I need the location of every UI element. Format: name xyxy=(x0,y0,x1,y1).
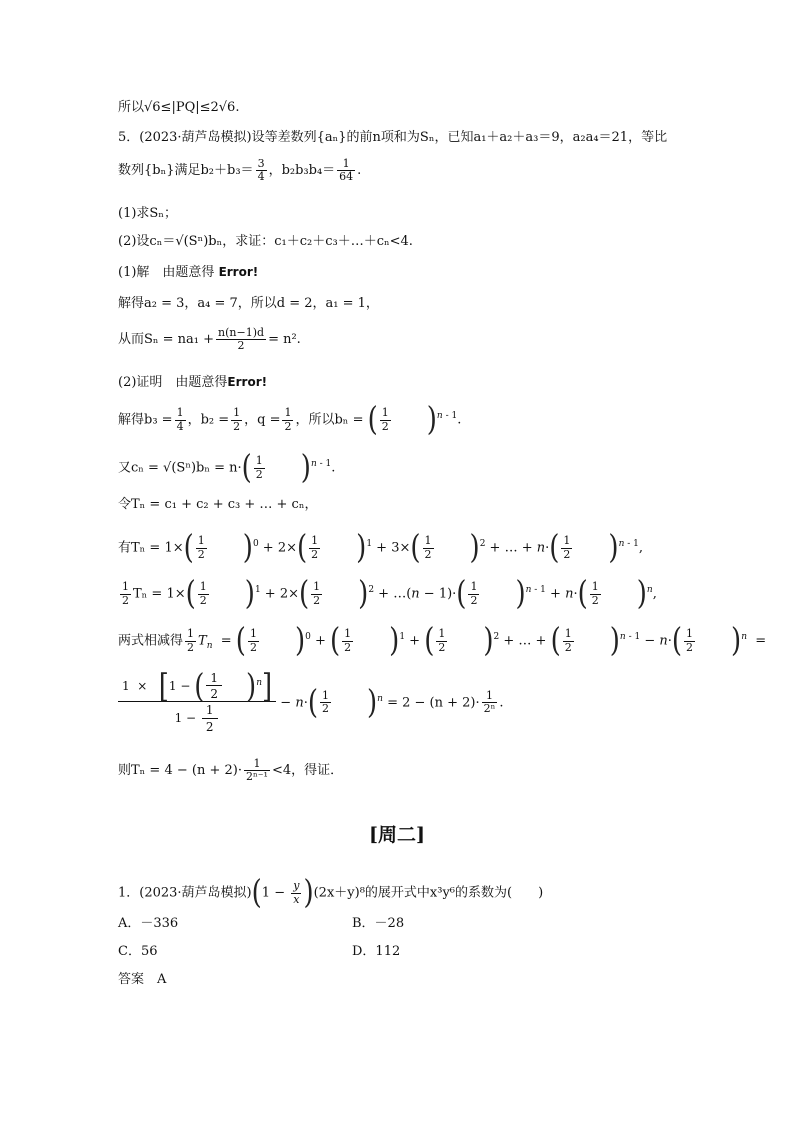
solution-1-head xyxy=(118,265,258,282)
text: ，b₂b₃b₄＝ xyxy=(268,163,336,179)
solution-2-line-5: 有Tₙ = 1×( $\frac{1}{2}$ )$^0$ + 2×( $\frac{1}{2}$ )$^1$ + 3×( $\frac{1}{2}$ )$^2$ + … + n·( $\frac{1}{2}$ )$^n$ $^{- 1}$, xyxy=(118,529,644,567)
solution-2-line-6: $\frac{1}{2}$ Tₙ = 1×( $\frac{1}{2}$ )$^1$ + 2×( $\frac{1}{2}$ )$^2$ + …(n − 1)·( $\frac{1}{2}$ )$^n$ $^{- 1}$ + n·( $\frac{1}{2}$ )$^n$, xyxy=(122,575,657,613)
fraction: $\frac{1}{2}$ xyxy=(233,406,241,433)
text: 有Tₙ = 1× xyxy=(118,540,184,556)
problem-5-condition: 数列{bₙ}满足b₂＋b₃＝ $\frac{3}{4}$ ，b₂b₃b₄＝ $\frac{1}{64}$ . xyxy=(118,157,362,184)
solution-2-head xyxy=(118,375,267,392)
solution-2-line-2: 解得b₃ = $\frac{1}{4}$ ，b₂ = $\frac{1}{2}$ ，q = $\frac{1}{2}$ ，所以bₙ = ( $\frac{1}{2}$ )$^n$ $^{- 1}$. xyxy=(118,401,462,439)
text: 则Tₙ = 4 − (n + 2)· xyxy=(118,763,242,779)
solution-1-line-2: 解得a₂ = 3，a₄ = 7，所以d = 2，a₁ = 1， xyxy=(118,296,379,311)
text: (2)证明 由题意得 xyxy=(118,375,228,390)
answer: 答案 A xyxy=(118,972,167,987)
question-2: (2)设cₙ＝√(Sⁿ)bₙ，求证：c₁＋c₂＋c₃＋…＋cₙ<4. xyxy=(118,234,413,249)
error-text: Error! xyxy=(227,375,268,389)
text: 又cₙ = √(Sⁿ)bₙ = n· xyxy=(118,460,242,476)
text: 1．(2023·葫芦岛模拟) xyxy=(118,885,252,901)
text: ，所以bₙ = xyxy=(295,412,364,428)
error-text: Error! xyxy=(218,265,259,279)
solution-2-line-7: 两式相减得 $\frac{1}{2}$ $T_n$ = ( $\frac{1}{2}$ )$^0$ + ( $\frac{1}{2}$ )$^1$ + ( $\frac{1}{2}$ )$^2$ + … + ( $\frac{1}{2}$ )$^n$ $^{- 1}$ − n·( $\frac{1}{2}$ )$^n$ = xyxy=(118,622,767,660)
section-title: [周二] xyxy=(369,824,425,846)
text: = 2 − (n + 2)· xyxy=(387,695,480,711)
option-b: B．－28 xyxy=(352,916,405,931)
fraction: $\frac{3}{4}$ xyxy=(257,157,265,184)
solution-2-line-8: 1 × [1 − ( $\frac{1}{2}$ )$^n$] 1 − $\frac{1}{2}$ − n·( $\frac{1}{2}$ )$^n$ = 2 − (n + 2)· $\frac{1}{\text{2ⁿ}}$ . xyxy=(118,672,504,734)
fraction: $\frac{1}{64}$ xyxy=(339,157,354,184)
question-1: (1)求Sₙ； xyxy=(118,206,177,221)
fraction: $\frac{1}{2}$ xyxy=(284,406,292,433)
text: 解得b₃ = xyxy=(118,412,173,428)
problem-5-intro: 5．(2023·葫芦岛模拟)设等差数列{aₙ}的前n项和为Sₙ，已知a₁＋a₂＋a₃＝9，a₂a₄＝21，等比 xyxy=(118,130,668,145)
text: = n². xyxy=(268,332,301,348)
big-fraction: 1 × [1 − ( $\frac{1}{2}$ )$^n$] 1 − $\frac{1}{2}$ xyxy=(118,672,276,734)
fraction: $\frac{n(n-1)d}{2}$ xyxy=(218,326,265,353)
option-c: C．56 xyxy=(118,944,158,959)
text: (1)解 由题意得 xyxy=(118,265,215,280)
solution-2-line-3: 又cₙ = √(Sⁿ)bₙ = n·( $\frac{1}{2}$ )$^n$ $^{- 1}$. xyxy=(118,449,336,487)
solution-1-line-3 xyxy=(118,327,301,352)
text: <4，得证． xyxy=(271,763,344,779)
text: ，b₂ = xyxy=(187,412,230,428)
option-a: A．－336 xyxy=(118,916,179,931)
text: 两式相减得 xyxy=(118,633,184,649)
solution-2-line-9: 则Tₙ = 4 − (n + 2)· $\frac{1}{\text{2ⁿ⁻¹}}$ <4，得证． xyxy=(118,757,344,784)
text-line: 所以√6≤|PQ|≤2√6. xyxy=(118,100,240,115)
text: Tₙ = 1× xyxy=(133,586,186,602)
fraction: $\frac{1}{4}$ xyxy=(176,406,184,433)
question-week2-1: 1．(2023·葫芦岛模拟)(1 − $\frac{y}{x}$ )(2x＋y)⁸的展开式中x³y⁶的系数为( ) xyxy=(118,874,544,912)
text: 从而Sₙ = na₁ + xyxy=(118,332,215,348)
text: 数列{bₙ}满足b₂＋b₃＝ xyxy=(118,163,254,179)
option-d: D．112 xyxy=(352,944,401,959)
solution-2-line-4: 令Tₙ = c₁ + c₂ + c₃ + … + cₙ， xyxy=(118,497,318,512)
text: ，q = xyxy=(244,412,281,428)
text: (2x＋y)⁸的展开式中x³y⁶的系数为( ) xyxy=(313,885,544,901)
